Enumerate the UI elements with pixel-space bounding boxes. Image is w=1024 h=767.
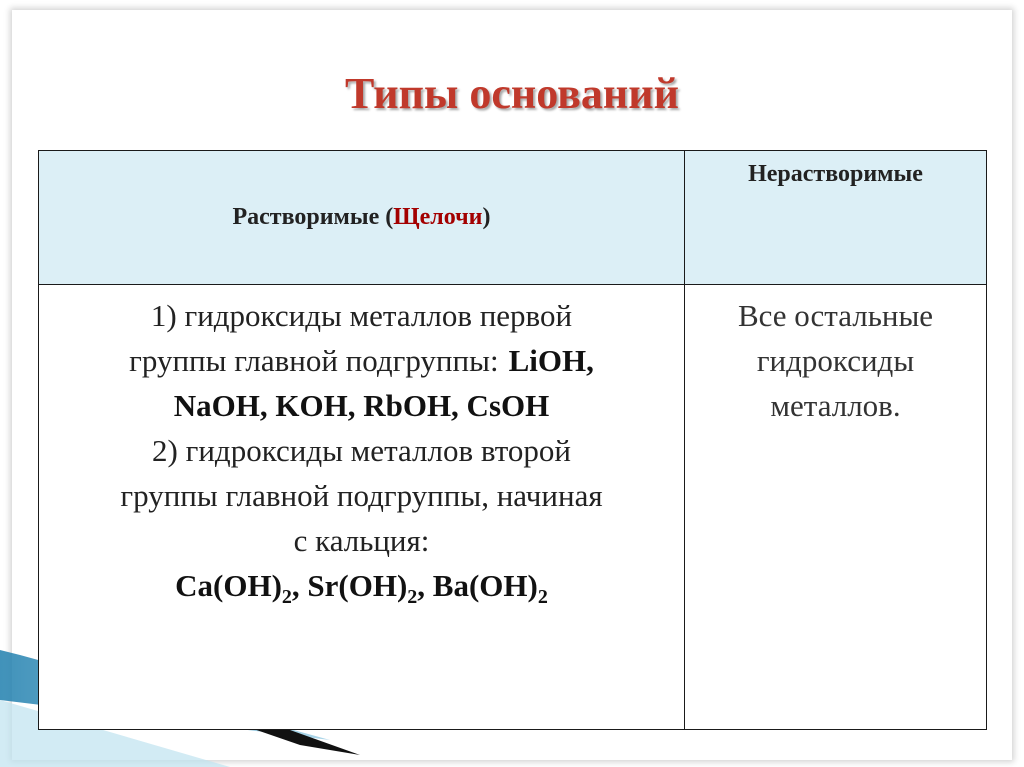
formula-ca-subscript: 2 <box>281 586 292 609</box>
header-soluble-suffix: ) <box>482 204 491 230</box>
header-alkali-label: Щелочи <box>393 204 483 230</box>
formula-ba-oh: Ba(OH) <box>432 568 538 603</box>
slide-title: Типы оснований <box>345 69 679 118</box>
soluble-item2-formulas <box>39 563 684 608</box>
soluble-item2-line2: группы главной подгруппы, начиная <box>120 478 603 513</box>
soluble-item2-line1: 2) гидроксиды металлов второй <box>152 433 571 468</box>
insoluble-cell <box>685 285 987 730</box>
bases-types-table <box>38 150 987 730</box>
header-soluble-prefix: Растворимые ( <box>232 204 394 230</box>
formula-sr-subscript: 2 <box>407 586 418 609</box>
soluble-item1-line2 <box>39 338 684 383</box>
soluble-item1-formulas: NaOH, KOH, RbOH, CsOH <box>173 388 550 423</box>
insoluble-line3: металлов. <box>770 388 901 423</box>
formula-ba-subscript: 2 <box>537 586 548 609</box>
formula-sr-oh: Sr(OH) <box>307 568 408 603</box>
soluble-item1-line1: 1) гидроксиды металлов первой <box>150 298 573 333</box>
header-insoluble-label: Нерастворимые <box>748 161 923 187</box>
formula-separator: , <box>291 568 308 603</box>
insoluble-line1: Все остальные <box>737 298 934 333</box>
table-body-row <box>39 285 987 730</box>
formula-lioh: LiOH, <box>508 343 594 378</box>
table-header-row <box>39 151 987 285</box>
insoluble-line2: гидроксиды <box>756 343 915 378</box>
formula-ca-oh: Ca(OH) <box>175 568 282 603</box>
header-insoluble <box>685 151 987 285</box>
soluble-cell <box>39 285 685 730</box>
soluble-item1-text: группы главной подгруппы: <box>129 343 499 378</box>
formula-separator: , <box>417 568 433 603</box>
soluble-item2-line3: с кальция: <box>293 523 430 558</box>
header-soluble <box>39 151 685 285</box>
